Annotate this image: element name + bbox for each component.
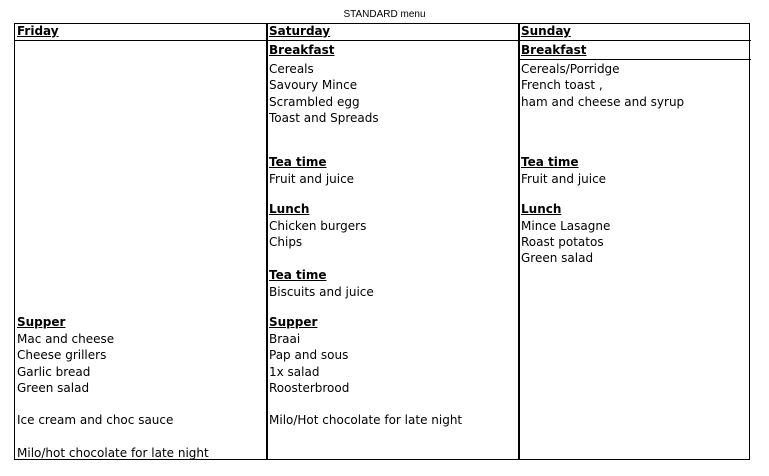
saturday-supper-item: Pap and sous xyxy=(269,348,349,362)
sunday-lunch-heading: Lunch xyxy=(521,202,562,216)
saturday-lunch-item: Chicken burgers xyxy=(269,219,367,233)
sunday-breakfast-heading: Breakfast xyxy=(521,43,587,57)
saturday-breakfast-item: Cereals xyxy=(269,62,314,76)
saturday-breakfast-item: Scrambled egg xyxy=(269,95,360,109)
saturday-breakfast-heading: Breakfast xyxy=(269,43,335,57)
friday-supper-item: Green salad xyxy=(17,381,90,395)
sunday-lunch-item: Green salad xyxy=(521,251,594,265)
saturday-tea-heading: Tea time xyxy=(269,155,327,169)
sunday-lunch-item: Mince Lasagne xyxy=(521,219,611,233)
friday-supper-item: Garlic bread xyxy=(17,365,91,379)
saturday-supper-item: Braai xyxy=(269,332,301,346)
header-row-divider xyxy=(15,40,751,41)
saturday-tea-item: Biscuits and juice xyxy=(269,285,374,299)
saturday-breakfast-item: Toast and Spreads xyxy=(269,111,379,125)
sunday-tea-heading: Tea time xyxy=(521,155,579,169)
saturday-lunch-heading: Lunch xyxy=(269,202,310,216)
column-divider xyxy=(266,24,268,459)
column-divider xyxy=(518,24,520,459)
saturday-header: Saturday xyxy=(269,24,331,38)
sunday-breakfast-item: French toast , xyxy=(521,78,603,92)
friday-supper-item: Mac and cheese xyxy=(17,332,115,346)
sunday-breakfast-item: Cereals/Porridge xyxy=(521,62,620,76)
saturday-breakfast-item: Savoury Mince xyxy=(269,78,358,92)
sunday-breakfast-item: ham and cheese and syrup xyxy=(521,95,685,109)
saturday-lunch-item: Chips xyxy=(269,235,303,249)
sunday-tea-item: Fruit and juice xyxy=(521,172,607,186)
saturday-supper-heading: Supper xyxy=(269,315,318,329)
saturday-late-night: Milo/Hot chocolate for late night xyxy=(269,413,463,427)
saturday-tea-heading: Tea time xyxy=(269,268,327,282)
saturday-supper-item: Roosterbrood xyxy=(269,381,350,395)
sunday-breakfast-divider xyxy=(520,59,751,60)
friday-header: Friday xyxy=(17,24,59,38)
friday-supper-heading: Supper xyxy=(17,315,66,329)
menu-table xyxy=(14,23,750,460)
friday-dessert: Ice cream and choc sauce xyxy=(17,413,174,427)
saturday-tea-item: Fruit and juice xyxy=(269,172,355,186)
saturday-supper-item: 1x salad xyxy=(269,365,320,379)
friday-supper-item: Cheese grillers xyxy=(17,348,107,362)
friday-late-night: Milo/hot chocolate for late night xyxy=(17,446,209,460)
page-title: STANDARD menu xyxy=(343,9,426,20)
sunday-lunch-item: Roast potatos xyxy=(521,235,604,249)
sunday-header: Sunday xyxy=(521,24,571,38)
